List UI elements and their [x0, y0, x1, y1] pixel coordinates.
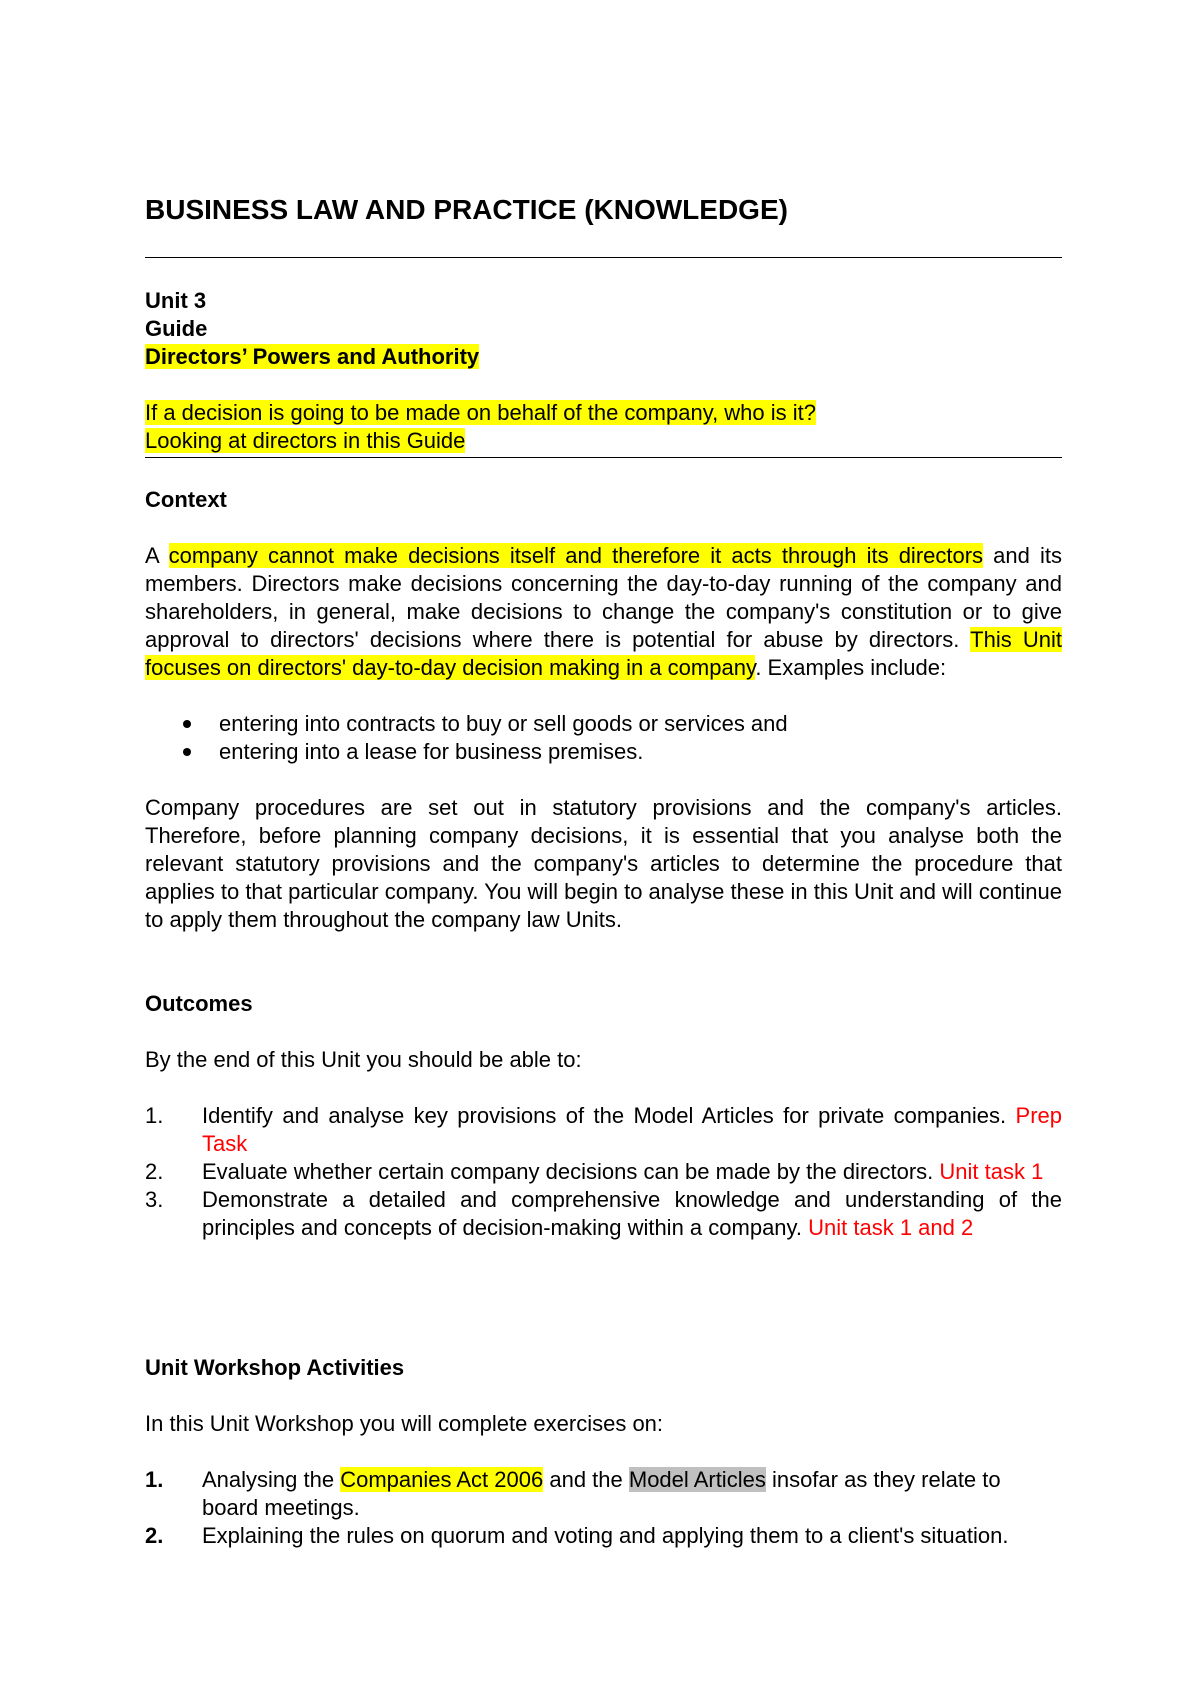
context-paragraph-2: Company procedures are set out in statutory provisions and the company's articles. Therefore, before planning company decisions, it is essential that you analyse both the relevant statutory provisions and the company's articles to determine the procedure that applies to that particular company. You will begin to analyse these in this Unit and will continue to apply them throughout the company law Units. — [145, 795, 1062, 932]
topic-heading — [145, 343, 1062, 371]
examples-list — [145, 710, 1062, 766]
workshop-list — [145, 1466, 1062, 1550]
outcome-text: Evaluate whether certain company decisions can be made by the directors. — [202, 1159, 940, 1184]
guide-question — [145, 399, 1062, 455]
topic-highlight: Directors’ Powers and Authority — [145, 344, 480, 369]
outcome-number: 2. — [145, 1159, 164, 1184]
context-p1-start: A — [145, 543, 169, 568]
workshop-number: 2. — [145, 1523, 164, 1548]
outcome-task-tag: Unit task 1 and 2 — [808, 1215, 974, 1240]
workshop-item — [145, 1466, 1062, 1522]
workshop-text: Analysing the — [202, 1467, 341, 1492]
bullet-text: entering into a lease for business premises. — [219, 739, 644, 764]
outcome-task-tag: Unit task 1 — [939, 1159, 1044, 1184]
workshop-number: 1. — [145, 1467, 164, 1492]
workshop-text: insofar as they relate to board meetings. — [202, 1467, 1001, 1520]
outcomes-list — [145, 1102, 1062, 1242]
workshop-text: and the — [543, 1467, 629, 1492]
context-p1-end: . Examples include: — [755, 655, 947, 680]
workshop-heading: Unit Workshop Activities — [145, 1355, 405, 1380]
document-title: BUSINESS LAW AND PRACTICE (KNOWLEDGE) — [145, 194, 788, 225]
bullet-icon — [183, 748, 191, 756]
bullet-text: entering into contracts to buy or sell goods or services and — [219, 711, 788, 736]
bullet-icon — [183, 720, 191, 728]
companies-act-highlight: Companies Act 2006 — [340, 1467, 544, 1492]
outcome-item — [145, 1158, 1062, 1186]
outcome-text: Identify and analyse key provisions of the Model Articles for private companies. — [202, 1103, 1016, 1128]
outcome-item — [145, 1102, 1062, 1158]
context-p1-highlight-2: This Unit focuses on directors' day-to-day decision making in a company — [145, 627, 1062, 680]
question-line-1: If a decision is going to be made on behalf of the company, who is it? — [145, 400, 816, 425]
context-heading: Context — [145, 487, 227, 512]
question-divider — [145, 457, 1062, 458]
context-paragraph-1 — [145, 542, 1062, 682]
workshop-intro: In this Unit Workshop you will complete exercises on: — [145, 1411, 664, 1436]
outcomes-heading: Outcomes — [145, 991, 253, 1016]
outcome-item — [145, 1186, 1062, 1242]
outcome-task-tag: Prep Task — [202, 1103, 1062, 1156]
workshop-item — [145, 1522, 1062, 1550]
guide-label: Guide — [145, 316, 208, 341]
outcome-number: 3. — [145, 1187, 164, 1212]
workshop-text: Explaining the rules on quorum and voting and applying them to a client's situation. — [202, 1523, 1009, 1548]
outcome-text: Demonstrate a detailed and comprehensive knowledge and understanding of the principles and concepts of decision-making within a company. — [202, 1187, 1062, 1240]
outcome-number: 1. — [145, 1103, 164, 1128]
list-item — [145, 710, 1062, 738]
outcomes-intro: By the end of this Unit you should be able to: — [145, 1047, 582, 1072]
list-item — [145, 738, 1062, 766]
model-articles-highlight: Model Articles — [628, 1467, 766, 1492]
context-p1-highlight: company cannot make decisions itself and therefore it acts through its directors — [168, 543, 984, 568]
question-line-2: Looking at directors in this Guide — [145, 428, 466, 453]
context-p1-middle: and its members. Directors make decisions concerning the day-to-day running of the company and shareholders, in general, make decisions to change the company's constitution or to give approval to directors' decisions where there is potential for abuse by directors. — [145, 543, 1063, 652]
title-divider — [145, 257, 1062, 258]
unit-label: Unit 3 — [145, 288, 207, 313]
